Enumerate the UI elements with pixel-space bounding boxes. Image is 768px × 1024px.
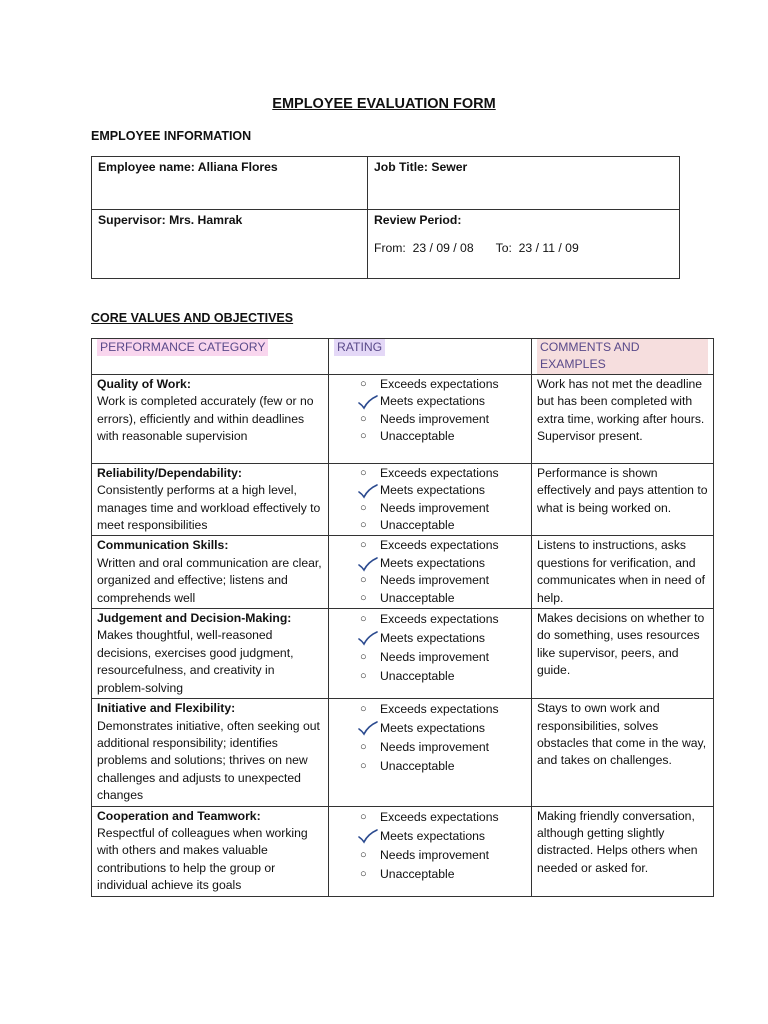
rating-option[interactable] [334, 517, 526, 534]
review-period-label: Review Period: [374, 213, 462, 227]
comments-cell [532, 536, 714, 609]
rating-option-label: Exceeds expectations [380, 702, 499, 717]
category-description: Makes thoughtful, well-reasoned decisions, exercises good judgment, resourcefulness, and creativity in problem-solving [97, 628, 294, 695]
category-row-5 [92, 699, 714, 806]
rating-option-label: Unacceptable [380, 866, 455, 881]
rating-option[interactable] [334, 428, 526, 445]
category-name: Initiative and Flexibility: [97, 701, 236, 716]
radio-circle-icon: ○ [360, 430, 367, 443]
rating-option-label: Needs improvement [380, 573, 490, 588]
radio-circle-icon: ○ [360, 591, 367, 604]
rating-option-selected[interactable] [334, 629, 526, 648]
rating-cell [329, 699, 532, 806]
rating-option-label: Meets expectations [380, 555, 486, 570]
radio-circle-icon: ○ [360, 670, 367, 683]
checkmark-icon [357, 828, 379, 844]
comment-text: Making friendly conversation, although getting slightly distracted. Helps others when needed or asked for. [537, 808, 698, 875]
category-description: Consistently performs at a high level, manages time and workload effectively to meet responsibilities [97, 483, 321, 533]
employee-name: Employee name: Alliana Flores [98, 160, 278, 174]
comments-cell [532, 463, 714, 536]
rating-option[interactable] [334, 500, 526, 517]
rating-option-label: Meets expectations [380, 721, 486, 736]
category-name: Communication Skills: [97, 538, 229, 553]
rating-option-label: Unacceptable [380, 429, 455, 444]
category-description: Respectful of colleagues when working with others and makes valuable contributions to help the group or individual achieve its goals [97, 825, 308, 893]
rating-option-label: Needs improvement [380, 650, 490, 665]
radio-circle-icon: ○ [360, 466, 367, 479]
rating-option[interactable] [334, 648, 526, 667]
rating-cell [329, 463, 532, 536]
radio-circle-icon: ○ [360, 519, 367, 532]
employee-name-cell [92, 157, 368, 210]
checkmark-icon [357, 394, 379, 410]
rating-option[interactable] [334, 846, 526, 865]
employee-info-table [91, 156, 680, 279]
rating-option-label: Needs improvement [380, 847, 490, 862]
rating-option-label: Unacceptable [380, 759, 455, 774]
supervisor: Supervisor: Mrs. Hamrak [98, 213, 243, 227]
category-cell [92, 463, 329, 536]
header-comments [532, 339, 714, 375]
checkmark-icon [357, 556, 379, 572]
rating-option-selected[interactable] [334, 393, 526, 410]
radio-circle-icon: ○ [360, 412, 367, 425]
rating-option-label: Unacceptable [380, 590, 455, 605]
rating-option-label: Exceeds expectations [380, 612, 499, 627]
category-row-2 [92, 463, 714, 536]
core-table-header [92, 339, 714, 375]
review-period-cell [368, 210, 680, 279]
rating-option-label: Meets expectations [380, 828, 486, 843]
radio-circle-icon: ○ [360, 574, 367, 587]
category-cell [92, 374, 329, 463]
from-date: 23 / 09 / 08 [412, 241, 474, 255]
form-title: EMPLOYEE EVALUATION FORM [272, 96, 496, 112]
rating-option-label: Needs improvement [380, 740, 490, 755]
rating-option-selected[interactable] [334, 482, 526, 499]
category-description: Work is completed accurately (few or no errors), efficiently and within deadlines with reasonable supervision [97, 394, 314, 444]
rating-option-selected[interactable] [334, 719, 526, 738]
header-comments-label: COMMENTS AND EXAMPLES [537, 339, 708, 374]
employee-information-heading: EMPLOYEE INFORMATION [91, 129, 252, 143]
comment-text: Stays to own work and responsibilities, solves obstacles that come in the way, and takes on challenges. [537, 701, 707, 768]
radio-circle-icon: ○ [360, 867, 367, 880]
comments-cell [532, 806, 714, 896]
rating-option-label: Unacceptable [380, 518, 455, 533]
to-date: 23 / 11 / 09 [518, 241, 579, 255]
category-name: Judgement and Decision-Making: [97, 611, 292, 626]
radio-circle-icon: ○ [360, 703, 367, 716]
radio-circle-icon: ○ [360, 760, 367, 773]
core-values-table [91, 338, 714, 897]
rating-option-label: Unacceptable [380, 669, 455, 684]
radio-circle-icon: ○ [360, 810, 367, 823]
rating-option-label: Exceeds expectations [380, 465, 499, 480]
header-performance-category [92, 339, 329, 375]
radio-circle-icon: ○ [360, 539, 367, 552]
rating-option-selected[interactable] [334, 827, 526, 846]
rating-option[interactable] [334, 376, 526, 393]
rating-option[interactable] [334, 465, 526, 482]
comment-text: Makes decisions on whether to do something, uses resources like supervisor, peers, and guide. [537, 611, 705, 678]
category-description: Written and oral communication are clear, organized and effective; listens and comprehends well [97, 555, 322, 605]
rating-option[interactable] [334, 808, 526, 827]
comments-cell [532, 609, 714, 699]
comment-text: Work has not met the deadline but has been completed with extra time, working after hours. Supervisor present. [537, 376, 705, 444]
comments-cell [532, 374, 714, 463]
category-cell [92, 699, 329, 806]
header-performance-category-label: PERFORMANCE CATEGORY [97, 339, 268, 356]
rating-option[interactable] [334, 572, 526, 589]
rating-option-label: Needs improvement [380, 411, 490, 426]
radio-circle-icon: ○ [360, 848, 367, 861]
category-name: Quality of Work: [97, 376, 191, 391]
rating-option-label: Exceeds expectations [380, 376, 499, 391]
rating-cell [329, 806, 532, 896]
radio-circle-icon: ○ [360, 651, 367, 664]
radio-circle-icon: ○ [360, 377, 367, 390]
category-row-4 [92, 609, 714, 699]
rating-option-label: Needs improvement [380, 500, 490, 515]
rating-option-label: Meets expectations [380, 631, 486, 646]
rating-cell [329, 536, 532, 609]
rating-option[interactable] [334, 411, 526, 428]
category-name: Cooperation and Teamwork: [97, 808, 261, 823]
rating-option-label: Exceeds expectations [380, 538, 499, 553]
rating-cell [329, 374, 532, 463]
header-rating-label: RATING [334, 339, 385, 356]
rating-option[interactable] [334, 610, 526, 629]
category-cell [92, 806, 329, 896]
supervisor-cell [92, 210, 368, 279]
review-period-dates [374, 240, 673, 256]
checkmark-icon [357, 483, 379, 499]
category-row-6 [92, 806, 714, 896]
rating-option[interactable] [334, 537, 526, 554]
core-values-heading: CORE VALUES AND OBJECTIVES [91, 311, 294, 325]
comments-cell [532, 699, 714, 806]
job-title: Job Title: Sewer [374, 160, 468, 174]
rating-option-selected[interactable] [334, 555, 526, 572]
job-title-cell [368, 157, 680, 210]
rating-option[interactable] [334, 590, 526, 607]
rating-option[interactable] [334, 865, 526, 884]
rating-option[interactable] [334, 757, 526, 776]
radio-circle-icon: ○ [360, 501, 367, 514]
rating-option[interactable] [334, 700, 526, 719]
rating-option[interactable] [334, 667, 526, 686]
header-rating [329, 339, 532, 375]
category-row-1 [92, 374, 714, 463]
category-description: Demonstrates initiative, often seeking out additional responsibility; identifies problems and solutions; thrives on new challenges and adjusts to unexpected changes [97, 718, 320, 803]
category-name: Reliability/Dependability: [97, 465, 242, 480]
comment-text: Performance is shown effectively and pays attention to what is being worked on. [537, 465, 708, 515]
category-cell [92, 609, 329, 699]
rating-option-label: Meets expectations [380, 483, 486, 498]
from-label: From: [374, 241, 406, 255]
rating-option-label: Exceeds expectations [380, 809, 499, 824]
rating-cell [329, 609, 532, 699]
to-label: To: [495, 241, 512, 255]
checkmark-icon [357, 630, 379, 646]
rating-option-label: Meets expectations [380, 394, 486, 409]
radio-circle-icon: ○ [360, 613, 367, 626]
radio-circle-icon: ○ [360, 741, 367, 754]
category-row-3 [92, 536, 714, 609]
checkmark-icon [357, 720, 379, 736]
category-cell [92, 536, 329, 609]
comment-text: Listens to instructions, asks questions for verification, and communicates when in need of help. [537, 538, 706, 605]
rating-option[interactable] [334, 738, 526, 757]
